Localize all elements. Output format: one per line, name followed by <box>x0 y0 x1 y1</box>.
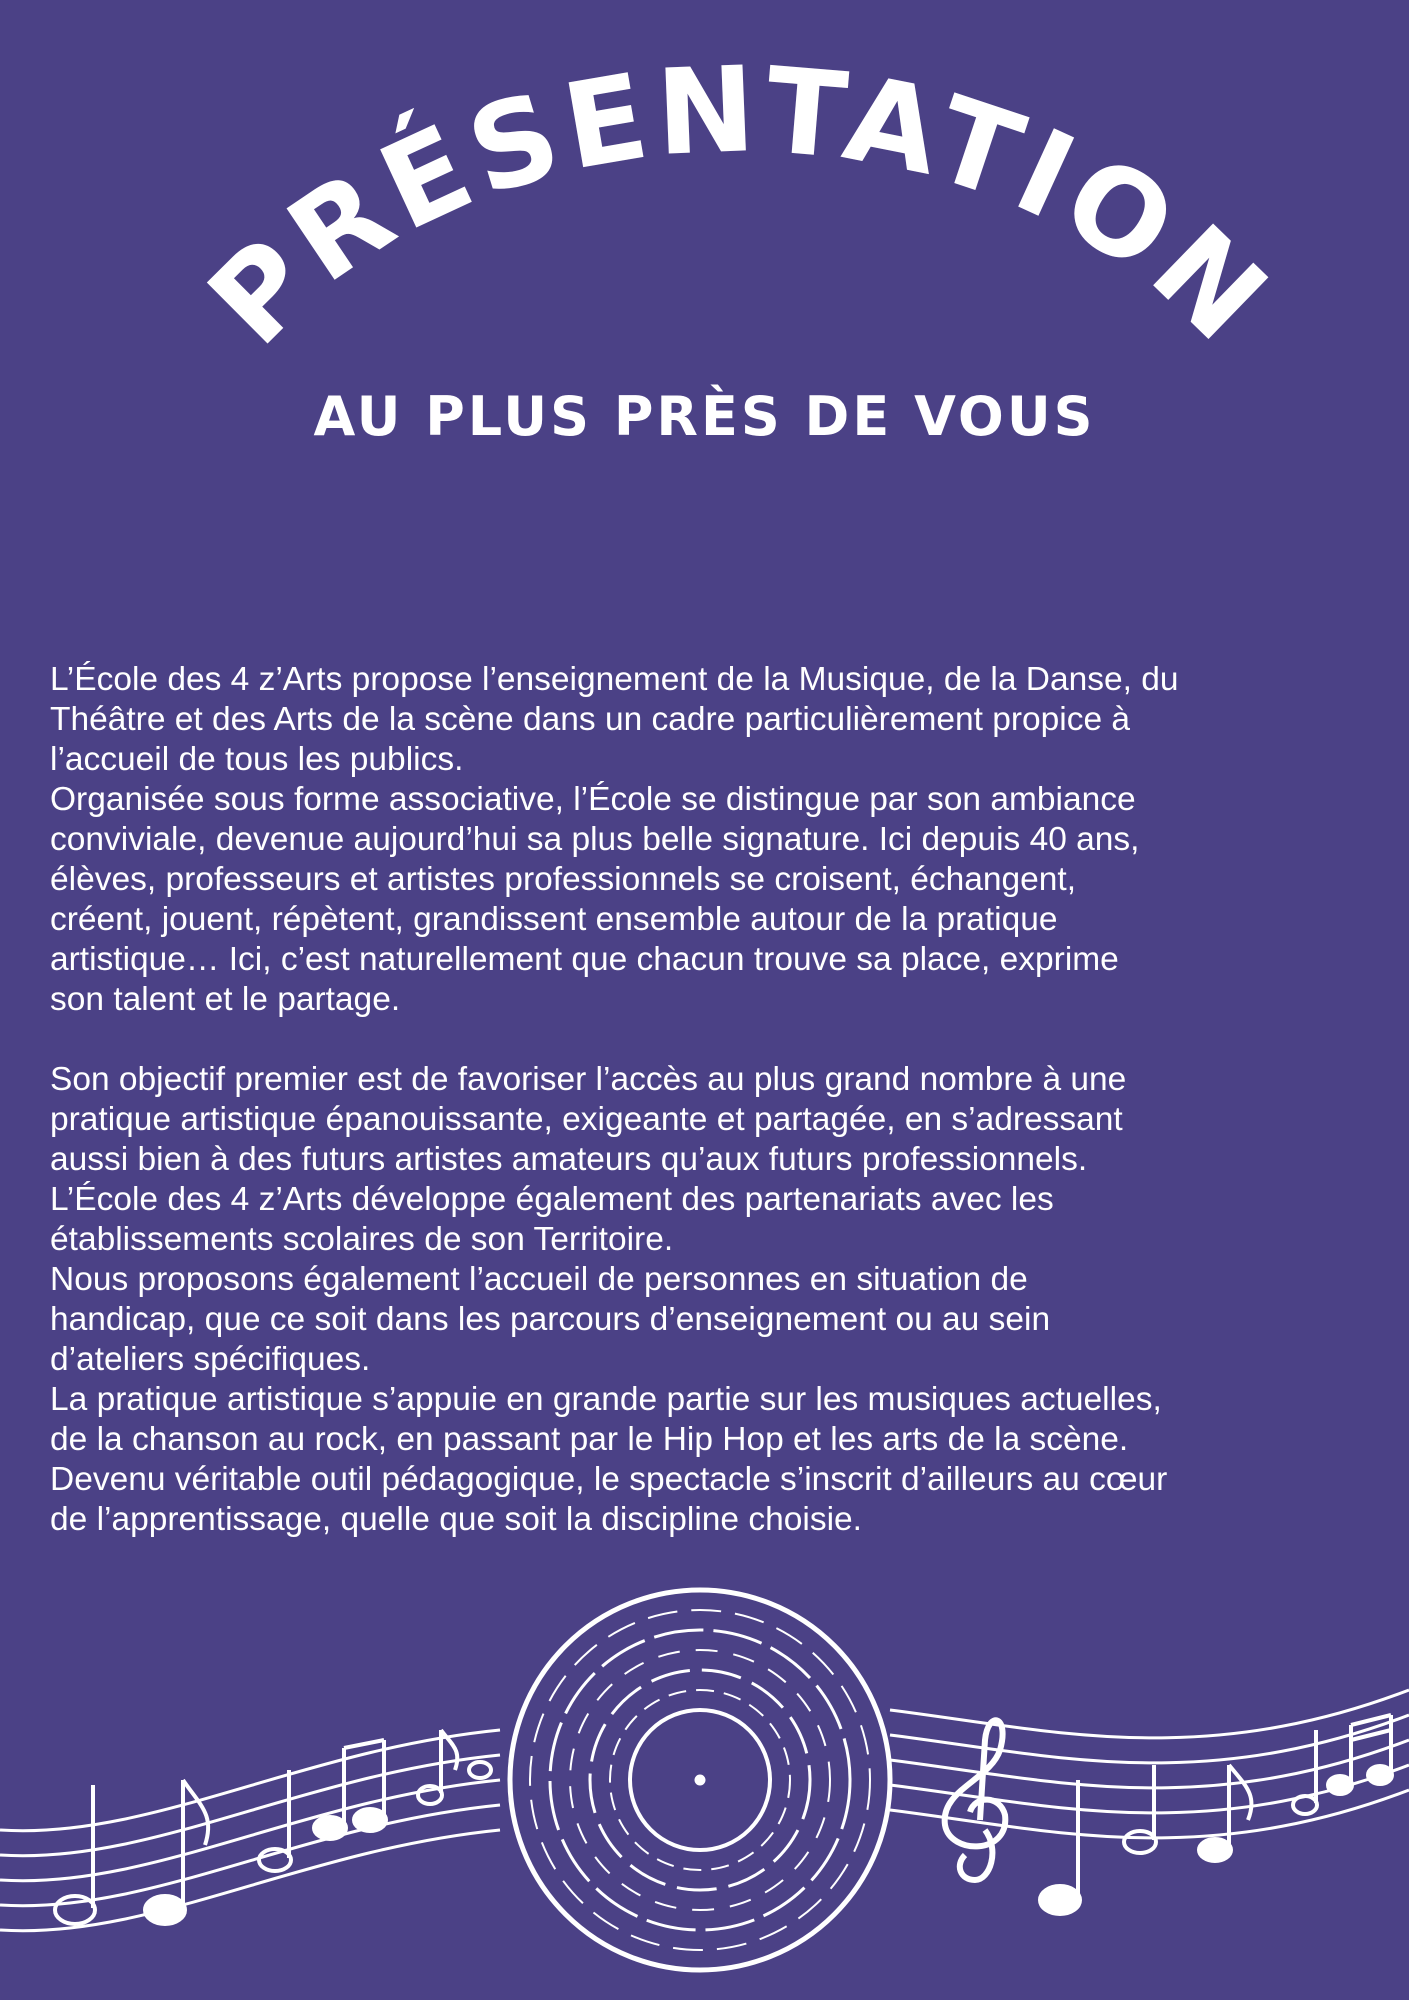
vinyl-record-icon <box>510 1590 890 1970</box>
body-text <box>50 660 1370 1540</box>
music-staff-icon <box>0 1730 500 1931</box>
svg-text:PRÉSENTATION <box>182 40 1297 371</box>
music-staff-icon <box>890 1690 1409 1838</box>
paragraph: Son objectif premier est de favoriser l’accès au plus grand nombre à une pratique artistique épanouissante, exigeante et partagée, en s’adressant aussi bien à des futurs artistes amateurs qu’aux futurs professionnels. L’École des 4 z’Arts développe également des partenariats avec les établissements scolaires de son Territoire. Nous proposons également l’accueil de personnes en situation de handicap, que ce soit dans les parcours d’enseignement ou au sein d’ateliers spécifiques. La pratique artistique s’appuie en grande partie sur les musiques actuelles, de la chanson au rock, en passant par le Hip Hop et les arts de la scène. Devenu véritable outil pédagogique, le spectacle s’inscrit d’ailleurs au cœur de l’apprentissage, quelle que soit la discipline choisie. <box>50 1061 1168 1538</box>
page-subtitle: AU PLUS PRÈS DE VOUS <box>313 385 1096 448</box>
page-title: PRÉSENTATION <box>182 39 1298 371</box>
paragraph: L’École des 4 z’Arts propose l’enseignement de la Musique, de la Danse, du Théâtre et des Arts de la scène dans un cadre particulièrement propice à l’accueil de tous les publics. Organisée sous forme associative, l’École se distingue par son ambiance conviviale, devenue aujourd’hui sa plus belle signature. Ici depuis 40 ans, élèves, professeurs et artistes professionnels se croisent, échangent, créent, jouent, répètent, grandissent ensemble autour de la pratique artistique… Ici, c’est naturellement que chacun trouve sa place, exprime son talent et le partage. <box>50 661 1179 1018</box>
music-decoration <box>0 1580 1409 2000</box>
music-note-icon <box>1040 1715 1392 1914</box>
paragraph-gap <box>50 1020 1370 1060</box>
